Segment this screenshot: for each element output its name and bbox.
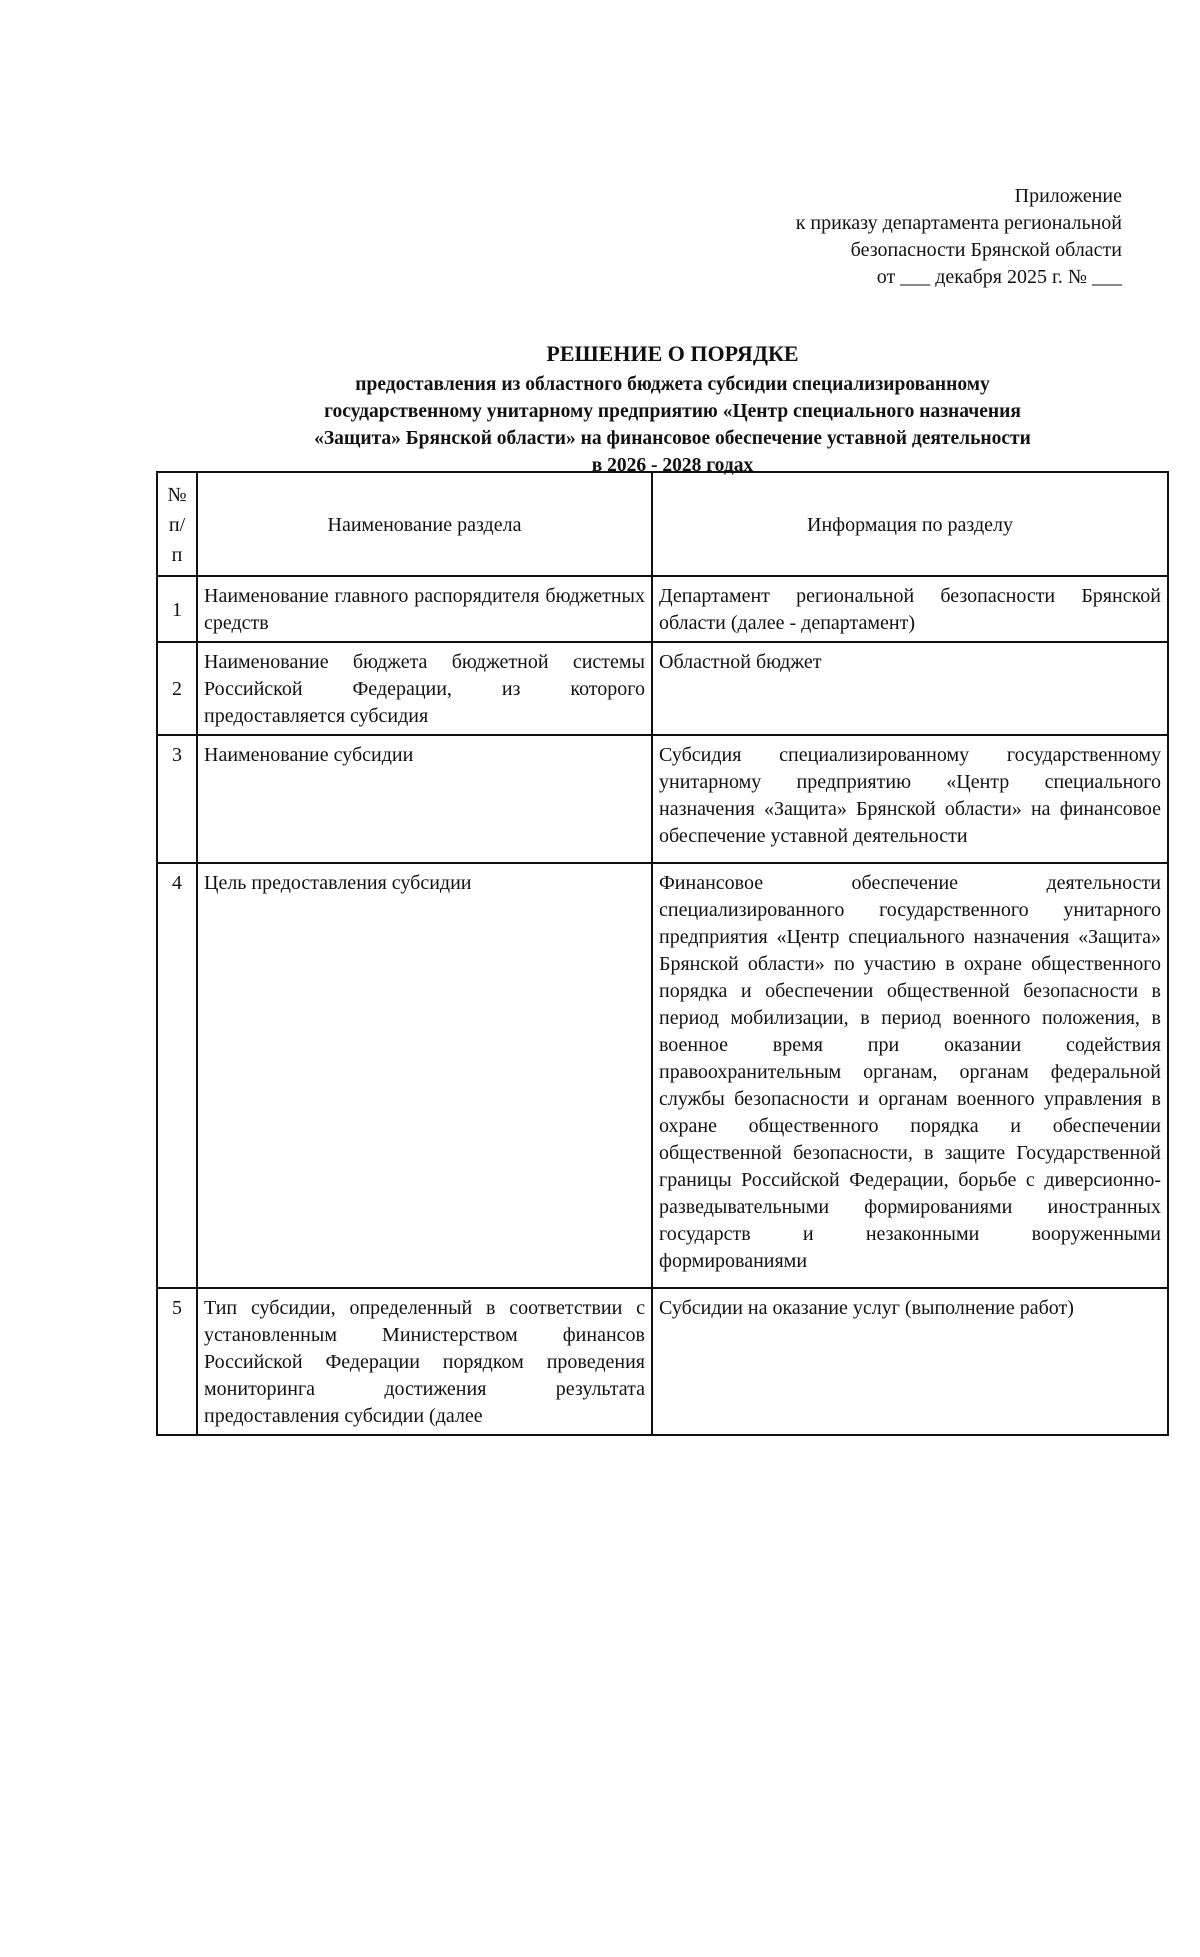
row-number: 5: [157, 1288, 197, 1435]
row-section-name: Тип субсидии, определенный в соответствии с установленным Министерством финансов Российской Федерации порядком проведения мониторинга достижения результата предоставления субсидии (далее: [197, 1288, 652, 1435]
row-section-name: Наименование главного распорядителя бюджетных средств: [197, 576, 652, 642]
row-section-name: Наименование субсидии: [197, 735, 652, 863]
header-section-name: Наименование раздела: [197, 472, 652, 576]
subtitle-line: «Защита» Брянской области» на финансовое обеспечение уставной деятельности: [314, 428, 1031, 449]
table-row: [157, 1288, 1168, 1435]
subtitle-line: в 2026 - 2028 годах: [591, 455, 754, 476]
row-number: 1: [157, 576, 197, 642]
table-row: [157, 642, 1168, 735]
row-section-name: Цель предоставления субсидии: [197, 863, 652, 1288]
row-number: 2: [157, 642, 197, 735]
row-section-info: Областной бюджет: [652, 642, 1168, 735]
subtitle-line: государственному унитарному предприятию «Центр специального назначения: [324, 401, 1021, 422]
header-number-line: п: [171, 544, 183, 566]
document-title-block: [155, 340, 1190, 479]
row-section-name: Наименование бюджета бюджетной системы Российской Федерации, из которого предоставляется субсидия: [197, 642, 652, 735]
decision-table: [156, 471, 1169, 1436]
appendix-line: безопасности Брянской области: [850, 239, 1122, 261]
header-number: [157, 472, 197, 576]
appendix-block: [796, 183, 1122, 291]
row-section-info: Субсидии на оказание услуг (выполнение работ): [652, 1288, 1168, 1435]
row-number: 3: [157, 735, 197, 863]
document-title: РЕШЕНИЕ О ПОРЯДКЕ: [546, 341, 799, 366]
subtitle-line: предоставления из областного бюджета субсидии специализированному: [355, 374, 990, 395]
header-number-line: п/: [168, 514, 186, 536]
appendix-line: к приказу департамента региональной: [795, 212, 1122, 234]
table-row: [157, 735, 1168, 863]
row-number: 4: [157, 863, 197, 1288]
row-section-info: Финансовое обеспечение деятельности специализированного государственного унитарного предприятия «Центр специального назначения «Защита» Брянской области» по участию в охране общественного порядка и обеспечении общественной безопасности в период мобилизации, в период военного положения, в военное время при оказании содействия правоохранительным органам, органам федеральной службы безопасности и органам военного управления в охране общественного порядка и обеспечении общественной безопасности, в защите Государственной границы Российской Федерации, борьбе с диверсионно-разведывательными формированиями иностранных государств и незаконными вооруженными формированиями: [652, 863, 1168, 1288]
document-subtitle: [155, 371, 1190, 479]
appendix-line: Приложение: [1014, 185, 1122, 207]
appendix-line: от ___ декабря 2025 г. № ___: [876, 266, 1122, 288]
table-row: [157, 576, 1168, 642]
row-section-info: Субсидия специализированному государственному унитарному предприятию «Центр специального назначения «Защита» Брянской области» на финансовое обеспечение уставной деятельности: [652, 735, 1168, 863]
header-number-line: №: [167, 484, 187, 506]
header-section-info: Информация по разделу: [652, 472, 1168, 576]
row-section-info: Департамент региональной безопасности Брянской области (далее - департамент): [652, 576, 1168, 642]
table-row: [157, 863, 1168, 1288]
table-header-row: [157, 472, 1168, 576]
